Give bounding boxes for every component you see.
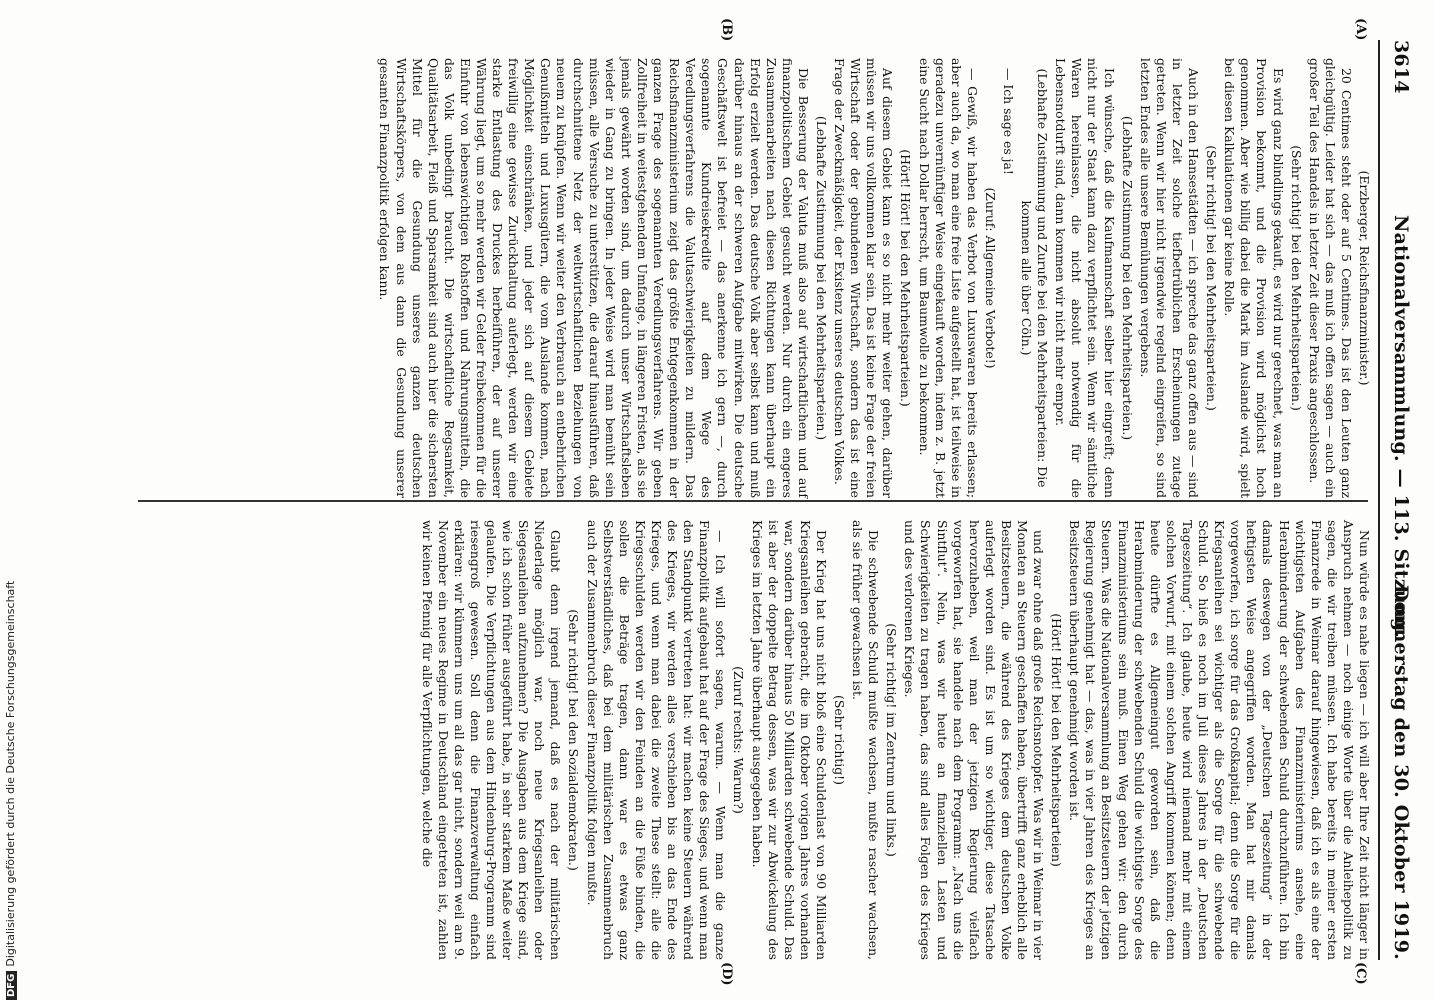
paragraph: Die Besserung der Valuta muß also auf wirtschaftlichem und auf finanzpolitischem Gebiet gesucht werden. Nur durch ein engeres Zusammenarbeiten nach diesen Richtungen kann überhaupt ein Erfolg erzielt werden. Das deutsche Volk aber selbst kann und muß darüber hinaus an der schweren Aufgabe mitwirken. Die deutsche Geschäftswelt ist befreiet — das anerkenne ich gern —, durch sogenannte Kundreisekredite auf dem Wege des Veredlungsverfahrens die Valutaschwierigkeiten zu mildern. Das Reichsfinanzministerium zeigt das größte Entgegenkommen in der ganzen Frage des sogenannten Veredlungsverfahrens. Wir geben Zollfreiheit in weitestgehendem Umfange, in längeren Fristen, als sie jemals gewährt worden sind, um dadurch unser Wirtschaftsleben wieder in Gang zu bringen. In jeder Weise wird man bemüht sein müssen, alle Versuche zu unterstützen, die darauf hinausführen, daß durchschnittene Netz der weltwirtschaftlichen Beziehungen von neuem zu knüpfen. Wenn wir weiter den Verbrauch an entbehrlichen Genußmitteln und Luxusgütern, die vom Auslande kommen, nach Möglichkeit einschränken, und jeder sich auf diesem Gebiete freiwillig eine gewisse Zurückhaltung auferlegt, werden wir eine starke Entlastung des Druckes herbeiführen, der auf unserer Währung liegt, um so mehr werden wir Gelder freibekommen für die Einfuhr von lebenswichtigen Rohstoffen und Nahrungsmitteln, die das Volk unbedingt braucht. Die wirtschaftliche Regsamkeit, Qualitätsarbeit, Fleiß und Sparsamkeit sind auch hier die sichersten Mittel für die Gesundung unseres ganzen deutschen Wirtschaftskörpers, von dem aus dann die Gesundung unserer gesamten Finanzpolitik erfolgen kann. xyxy=(377,58,811,498)
column-divider xyxy=(138,500,1368,502)
page-title: Nationalversammlung. — 113. Sitzung. xyxy=(1390,215,1412,639)
margin-marker-d: (D) xyxy=(719,962,734,986)
digitization-credit xyxy=(4,0,20,1000)
paragraph: Auch in den Hansestädten — ich spreche das ganz offen aus — sind in letzter Zeit solche tiefbetrüblichen Erscheinungen zutage getreten. Wenn wir hier nicht irgendwie regelnd eingreifen, so sind letzten Endes alle unsere Bemühungen vergebens. xyxy=(1137,58,1202,498)
credit-text: Digitalisierung gefördert durch die Deutsche Forschungsgemeinschaft xyxy=(4,580,17,967)
dfg-logo: DFG xyxy=(6,971,17,1000)
paragraph: Die schwebende Schuld mußte wachsen, mußte rascher wachsen, als sie früher gewachsen ist. xyxy=(850,520,882,960)
interjection: (Zuruf rechts: Warum?) xyxy=(731,666,747,814)
paragraph: Es wird ganz blindlings gekauft, es wird nur gerechnet, was man an Provision bekommt, und die Provision wird möglichst hoch genommen. Aber wie billig dabei die Mark im Auslande wird, spielt bei diesen Kalkulationen gar keine Rolle. xyxy=(1222,58,1286,498)
interjection: (Hört! Hört! bei den Mehrheitsparteien.) xyxy=(898,149,914,407)
page-header xyxy=(1384,40,1414,960)
interjection: (Sehr richtig! bei den Mehrheitsparteien.) xyxy=(1288,145,1304,411)
paragraph: Nun würde es nahe liegen — ich will aber Ihre Zeit nicht länger in Anspruch nehmen — noch einige Worte über die Anleihepolitik zu sagen, die wir treiben müssen. Ich habe bereits in meiner ersten Finanzrede in Weimar darauf hingewiesen, daß ich es als eine der wichtigsten Aufgaben des Finanzministeriums ansehe, eine Herabminderung der schwebenden Schuld durchzuführen. Ich bin damals deswegen von der „Deutschen Tageszeitung“ in der heftigsten Weise angegriffen worden. Man hat mir damals vorgeworfen, ich sorge für das Großkapital; denn die Sorge für die Kriegsanleihen sei wichtiger als die Sorge für die schwebende Schuld. So hieß es noch im Juli dieses Jahres in der „Deutschen Tageszeitung“. Ich glaube, heute wird niemand mehr mit einem solchen Vorwurf, mit einem solchen Angriff kommen können; denn heute dürfte es Allgemeingut geworden sein, daß die Herabminderung der schwebenden Schuld die wichtigste Sorge des Finanzministeriums sein muß. Einen Weg gehen wir: den durch Steuern. Was die Nationalversammlung an Besitzsteuern der jetzigen Regierung genehmigt hat — das, was in vier Jahren des Krieges an Besitzsteuern überhaupt genehmigt worden ist. xyxy=(1067,520,1372,960)
margin-marker-a: (A) xyxy=(1353,18,1368,41)
margin-marker-b: (B) xyxy=(719,18,734,42)
paragraph: (Erzberger, Reichsfinanzminister.) xyxy=(1357,170,1372,386)
paragraph: Der Krieg hat uns nicht bloß eine Schuldenlast von 90 Milliarden Kriegsanleihen gebracht, die im Oktober vorigen Jahres vorhanden war, sondern darüber hinaus 50 Milliarden schwebende Schuld. Das ist aber der doppelte Betrag dessen, was wir zur Abwickelung des Krieges im letzten Jahre überhaupt ausgegeben haben. xyxy=(749,520,829,960)
paragraph: — Ich will sofort sagen, warum. — Wenn man die ganze Finanzpolitik aufgebaut hat auf der Frage des Sieges, und wenn man den Standpunkt vertreten hat: wir machen keine Steuern während des Krieges, wir werden alles verschieben bis an das Ende des Krieges, und wenn man dabei die zweite These stellt: alle die Kriegsschulden werden wir den Feinden an die Füße binden, die sollen die Beträge tragen, dann war es etwas ganz Selbstverständliches, daß bei dem militärischen Zusammenbruch auch der Zusammenbruch dieser Finanzpolitik folgen mußte. xyxy=(584,520,729,960)
paragraph: — Ich sage es ja! xyxy=(1001,68,1017,175)
interjection: (Lebhafte Zustimmung bei den Mehrheitsparteien.) xyxy=(1119,115,1135,441)
interjection: (Hört! Hört! bei den Mehrheitsparteien) xyxy=(1049,613,1065,867)
interjection: (Zuruf: Allgemeine Verbote!) xyxy=(982,187,998,369)
paragraph: 20 Centimes steht oder auf 5 Centimes. Das ist den Leuten ganz gleichgültig. Leider hat sich — das muß ich offen sagen — auch ein großer Teil des Handels in letzter Zeit dieser Praxis angeschlossen. xyxy=(1306,58,1354,498)
paragraph: und zwar ohne daß große Reichsnotopfer. Was wir in Weimar in vier Monaten an Steuern geschaffen haben, übertrifft ganz erheblich alle Besitzsteuern, die während des Krieges dem deutschen Volke auferlegt worden sind. Es ist um so wichtiger, diese Tatsache hervorzuheben, weil man der jetzigen Regierung vielfach vorgeworfen hat, sie handele nach dem Programm: „Nach uns die Sintflut“. Nein, was wir heute an finanziellen Lasten und Schwierigkeiten zu tragen haben, das sind alles Folgen des Krieges und des verlorenen Krieges. xyxy=(902,520,1047,960)
interjection: (Sehr richtig! im Zentrum und links.) xyxy=(884,623,900,857)
interjection: (Sehr richtig! bei den Mehrheitsparteien.) xyxy=(1204,145,1220,411)
paragraph: — Gewiß, wir haben das Verbot von Luxuswaren bereits erlassen; aber auch da, wo man eine freie Liste aufgestellt hat, ist teilweise in geradezu unvernünftiger Weise eingekauft worden, indem z. B. jetzt eine Sucht nach Dollar herrscht, um Baumwolle zu bekommen. xyxy=(916,58,980,498)
interjection: (Sehr richtig!) xyxy=(832,695,847,785)
paragraph: Auf diesem Gebiet kann es so nicht mehr weiter gehen, darüber müssen wir uns vollkommen klar sein. Das ist keine Frage der freien Wirtschaft oder der gebundenen Wirtschaft, sondern das ist eine Frage der Zweckmäßigkeit, der Existenz unseres deutschen Volkes. xyxy=(832,58,896,498)
interjection: (Sehr richtig! bei den Sozialdemokraten.) xyxy=(566,609,582,871)
page-number: 3614 xyxy=(1390,40,1412,94)
left-column xyxy=(374,58,1372,498)
session-date: Donnerstag den 30. Oktober 1919. xyxy=(1390,584,1412,960)
paragraph: Glaubt denn irgend jemand, daß es nach der militärischen Niederlage möglich war, noch neue Kriegsanleihen oder Siegesanleihen aufzunehmen? Die Ausgaben aus dem Kriege sind, wie ich schon früher ausgeführt habe, in sehr starkem Maße weiter gelaufen. Die Verpflichtungen aus dem Hindenburg-Programm sind riesengroß gewesen. Soll denn die Finanzverwaltung einfach erklären: wir kümmern uns um all das gar nicht, sondern weil am 9. November ein neues Regime in Deutschland eingetreten ist, zahlen wir keinen Pfennig für alle Verpflichtungen, welche die xyxy=(419,520,564,960)
interjection: (Lebhafte Zustimmung und Zurufe bei den Mehrheitsparteien: Die kommen alle über Cöln.) xyxy=(1019,68,1051,488)
interjection: (Lebhafte Zustimmung bei den Mehrheitsparteien.) xyxy=(814,115,829,441)
header-rule xyxy=(1378,40,1380,960)
right-column xyxy=(417,520,1372,960)
margin-marker-c: (C) xyxy=(1353,962,1368,985)
paragraph: Ich wünsche, daß die Kaufmannschaft selber hier eingreift; denn nicht nur der Staat kann dazu verpflichtet sein. Wenn wir sämtliche Waren hereinlassen, die nicht absolut notwendig für die Lebensnotdurft sind, dann kommen wir nicht mehr empor. xyxy=(1053,58,1117,498)
